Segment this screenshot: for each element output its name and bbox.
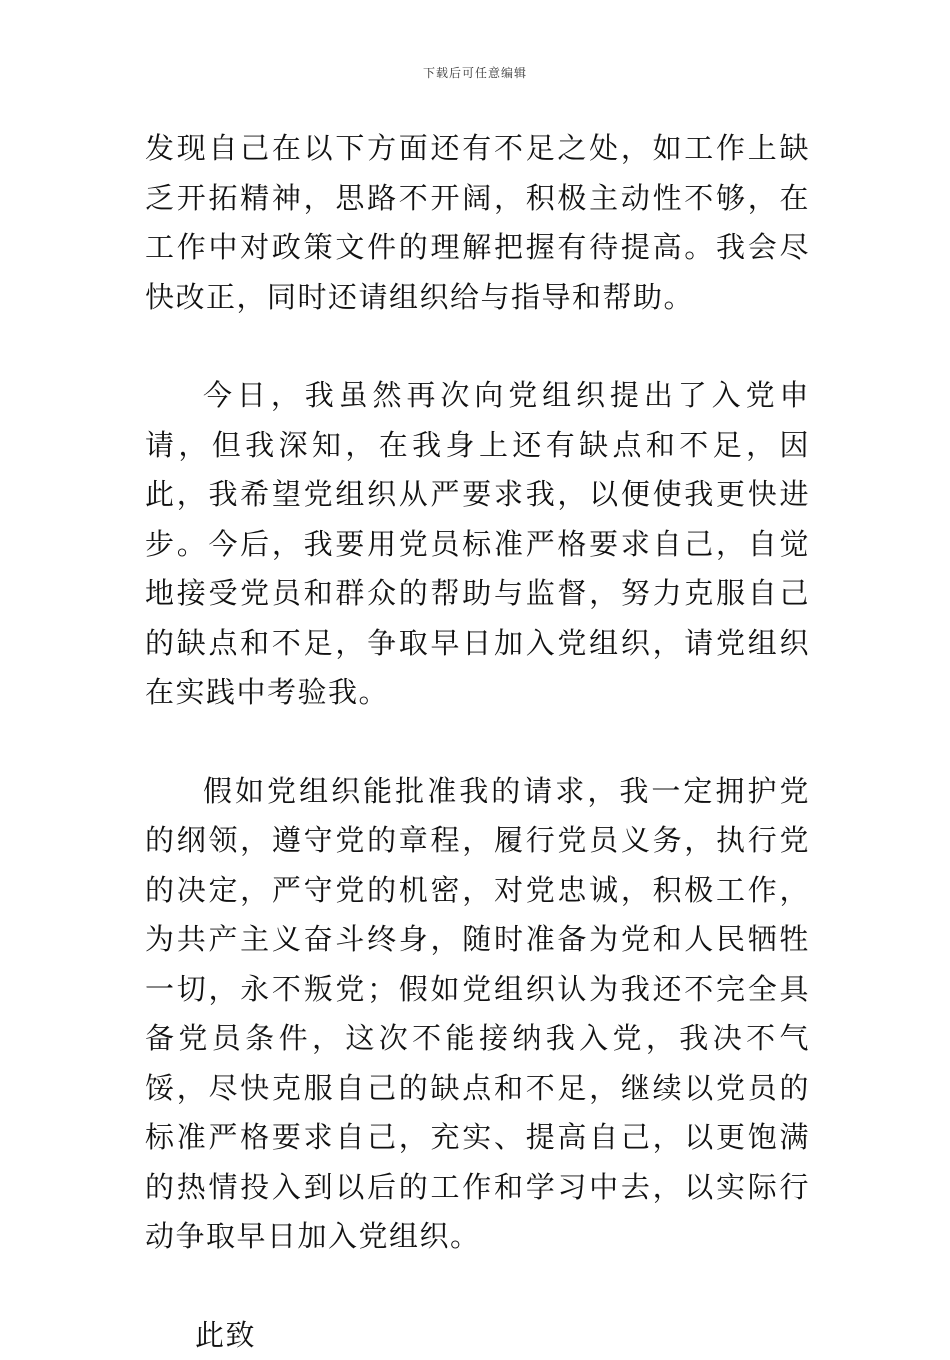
document-body [145, 124, 810, 1360]
closing-salutation: 此致 [145, 1311, 810, 1360]
header-note: 下载后可任意编辑 [0, 64, 950, 81]
paragraph-application: 今日，我虽然再次向党组织提出了入党申请，但我深知，在我身上还有缺点和不足，因此，我希望党组织从严要求我，以便使我更快进步。今后，我要用党员标准严格要求自己，自觉地接受党员和群众的帮助与监督，努力克服自己的缺点和不足，争取早日加入党组织，请党组织在实践中考验我。 [145, 371, 810, 718]
paragraph-continued: 发现自己在以下方面还有不足之处，如工作上缺乏开拓精神，思路不开阔，积极主动性不够，在工作中对政策文件的理解把握有待提高。我会尽快改正，同时还请组织给与指导和帮助。 [145, 124, 810, 322]
paragraph-commitment: 假如党组织能批准我的请求，我一定拥护党的纲领，遵守党的章程，履行党员义务，执行党的决定，严守党的机密，对党忠诚，积极工作，为共产主义奋斗终身，随时准备为党和人民牺牲一切，永不叛党；假如党组织认为我还不完全具备党员条件，这次不能接纳我入党，我决不气馁，尽快克服自己的缺点和不足，继续以党员的标准严格要求自己，充实、提高自己，以更饱满的热情投入到以后的工作和学习中去，以实际行动争取早日加入党组织。 [145, 767, 810, 1262]
